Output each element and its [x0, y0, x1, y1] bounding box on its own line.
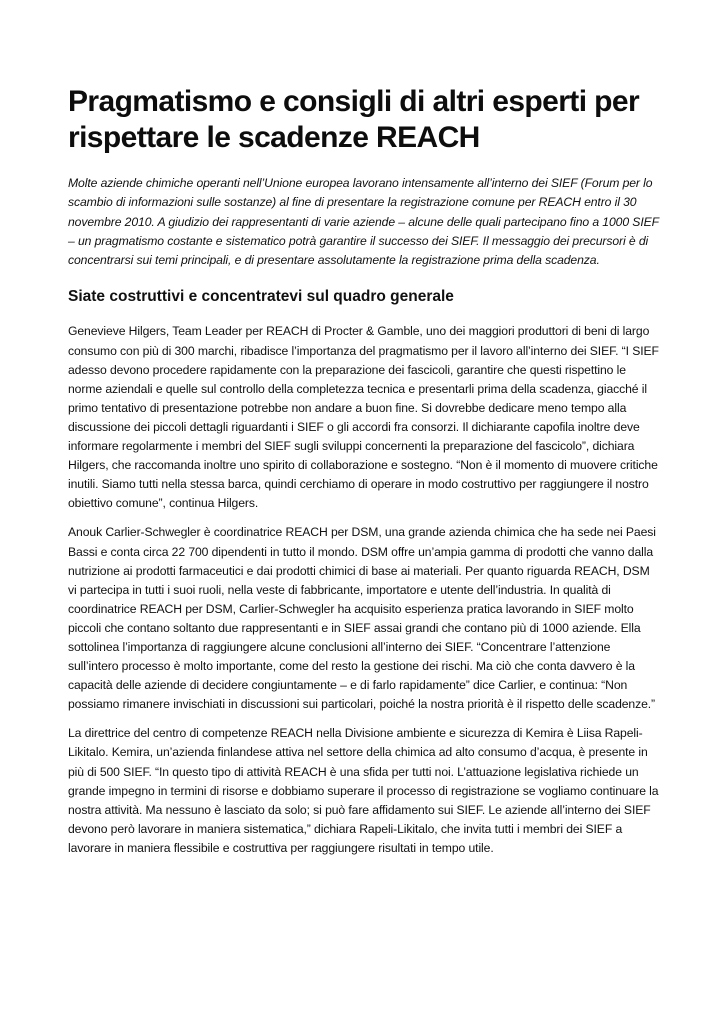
article-title: Pragmatismo e consigli di altri esperti per rispettare le scadenze REACH — [68, 85, 640, 154]
paragraph-carlier: Anouk Carlier-Schwegler è coordinatrice REACH per DSM, una grande azienda chimica che ha sede nei Paesi Bassi e conta circa 22 700 dipendenti in tutto il mondo. DSM offre un’ampia gamma di prodotti che vanno dalla nutrizione ai prodotti farmaceutici e dai prodotti chimici di base ai materiali. Per quanto riguarda REACH, DSM vi partecipa in tutti i suoi ruoli, nella veste di fabbricante, importatore e utente dell’industria. In qualità di coordinatrice REACH per DSM, Carlier-Schwegler ha acquisito esperienza pratica lavorando in SIEF molto piccoli che contano soltanto due rappresentanti e in SIEF assai grandi che contano più di 1000 aziende. Ella sottolinea l’importanza di raggiungere alcune conclusioni all’interno dei SIEF. “Concentrare l’attenzione sull’intero processo è molto importante, come del resto la gestione dei rischi. Ma ciò che conta davvero è la capacità delle aziende di decidere congiuntamente – e di farlo rapidamente” dice Carlier, e continua: “Non possiamo rimanere invischiati in discussioni sui particolari, poiché la nostra priorità è il rispetto delle scadenze.” — [68, 525, 656, 712]
paragraph-hilgers: Genevieve Hilgers, Team Leader per REACH di Procter & Gamble, uno dei maggiori produttori di beni di largo consumo con più di 300 marchi, ribadisce l’importanza del pragmatismo per il lavoro all’interno dei SIEF. “I SIEF adesso devono procedere rapidamente con la preparazione dei fascicoli, garantire che questi rispettino le norme aziendali e quelle sul controllo della completezza tecnica e presentarli prima della scadenza, giacché il primo tentativo di presentazione potrebbe non andare a buon fine. Si dovrebbe dedicare meno tempo alla discussione dei piccoli dettagli riguardanti i SIEF o gli accordi fra consorzi. Il dichiarante capofila inoltre deve informare regolarmente i membri del SIEF sugli sviluppi concernenti la preparazione del fascicolo”, dichiara Hilgers, che raccomanda inoltre uno spirito di collaborazione e sostegno. “Non è il momento di muovere critiche inutili. Siamo tutti nella stessa barca, quindi cerchiamo di operare in modo costruttivo per raggiungere il nostro obiettivo comune”, continua Hilgers. — [68, 324, 659, 511]
document-page — [68, 84, 660, 868]
section-heading: Siate costruttivi e concentratevi sul quadro generale — [68, 288, 454, 306]
article-lead: Molte aziende chimiche operanti nell’Unione europea lavorano intensamente all’interno dei SIEF (Forum per lo scambio di informazioni sulle sostanze) al fine di presentare la registrazione comune per REACH entro il 30 novembre 2010. A giudizio dei rappresentanti di varie aziende – alcune delle quali partecipano fino a 1000 SIEF – un pragmatismo costante e sistematico potrà garantire il successo dei SIEF. Il messaggio dei precursori è di concentrarsi sui temi principali, e di presentare assolutamente la registrazione prima della scadenza. — [68, 176, 659, 268]
paragraph-rapeli: La direttrice del centro di competenze REACH nella Divisione ambiente e sicurezza di Kemira è Liisa Rapeli-Likitalo. Kemira, un’azienda finlandese attiva nel settore della chimica ad alto consumo d’acqua, è presente in più di 500 SIEF. “In questo tipo di attività REACH è una sfida per tutti noi. L’attuazione legislativa richiede un grande impegno in termini di risorse e dobbiamo superare il processo di registrazione se vogliamo continuare la nostra attività. Ma nessuno è lasciato da solo; si può fare affidamento sui SIEF. Le aziende all’interno dei SIEF devono però lavorare in maniera sistematica,” dichiara Rapeli-Likitalo, che invita tutti i membri dei SIEF a lavorare in maniera flessibile e costruttiva per raggiungere risultati in tempo utile. — [68, 726, 659, 855]
